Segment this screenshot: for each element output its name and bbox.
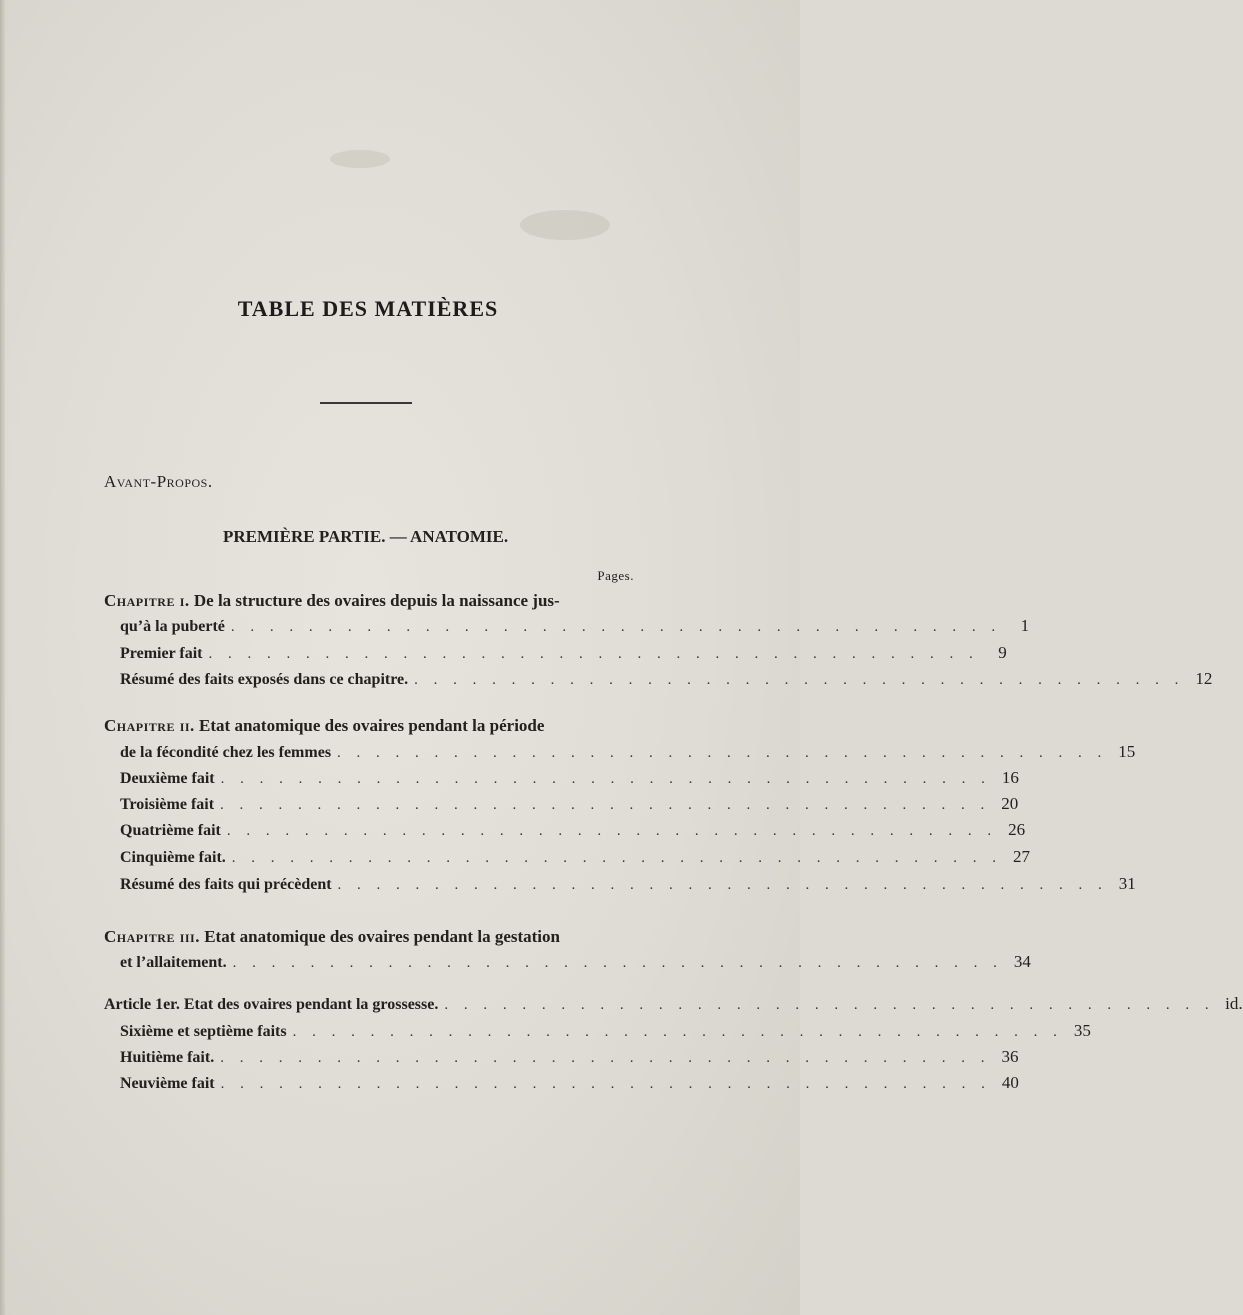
toc-entry	[120, 643, 1007, 667]
page-number: 31	[1118, 874, 1136, 893]
leader-dots: . . . . . . . . . . . . . . . . . . . . . . . . . . . . . . . . . . . . . . . .	[220, 771, 991, 787]
leader-dots: . . . . . . . . . . . . . . . . . . . . . . . . . . . . . . . . . . . . . . . .	[220, 797, 991, 813]
page-number: 20	[1001, 794, 1019, 813]
leader-dots: . . . . . . . . . . . . . . . . . . . . . . . . . . . . . . . . . . . . . . . .	[337, 877, 1108, 893]
page-number: 27	[1013, 847, 1031, 866]
part-heading: PREMIÈRE PARTIE. — ANATOMIE.	[223, 527, 509, 546]
leader-dots: . . . . . . . . . . . . . . . . . . . . . . . . . . . . . . . . . . . . . . . .	[292, 1024, 1063, 1040]
leader-dots: . . . . . . . . . . . . . . . . . . . . . . . . . . . . . . . . . . . . . . . .	[414, 672, 1185, 688]
page-number: 9	[998, 643, 1007, 662]
leader-dots: . . . . . . . . . . . . . . . . . . . . . . . . . . . . . . . . . . . . . . . .	[232, 955, 1003, 971]
leader-dots: . . . . . . . . . . . . . . . . . . . . . . . . . . . . . . . . . . . . . . . .	[337, 745, 1108, 761]
page-binding-edge	[0, 0, 6, 1315]
chapter-number: Chapitre iii.	[104, 927, 200, 946]
toc-entry	[120, 1073, 1019, 1097]
leader-dots: . . . . . . . . . . . . . . . . . . . . . . . . . . . . . . . . . . . . . . . .	[231, 850, 1003, 866]
avant-propos-entry: Avant-Propos.	[104, 472, 213, 491]
toc-entry	[120, 742, 1136, 766]
toc-entry	[120, 768, 1019, 792]
chapter-heading	[104, 714, 544, 738]
toc-entry	[120, 820, 1026, 844]
entry-label: Quatrième fait	[120, 822, 221, 839]
bleed-through-smudge	[520, 210, 610, 240]
page-number: id.	[1225, 994, 1243, 1013]
toc-entry	[120, 847, 1031, 871]
entry-label: Résumé des faits exposés dans ce chapitre.	[120, 671, 409, 688]
chapter-title-cont: et l’allaitement.	[120, 954, 227, 971]
toc-article-entry	[104, 994, 1243, 1018]
chapter-title: Etat anatomique des ovaires pendant la période	[194, 716, 545, 735]
toc-entry	[120, 1047, 1019, 1071]
entry-label: Sixième et septième faits	[120, 1023, 287, 1040]
entry-label: Premier fait	[120, 645, 203, 662]
entry-label: Résumé des faits qui précèdent	[120, 876, 332, 893]
page-number: 34	[1013, 952, 1031, 971]
toc-entry	[120, 616, 1030, 640]
page-title: TABLE DES MATIÈRES	[237, 296, 499, 321]
entry-label: Cinquième fait.	[120, 849, 226, 866]
page-number: 16	[1001, 768, 1019, 787]
page-number: 26	[1008, 820, 1026, 839]
toc-entry	[120, 669, 1213, 693]
chapter-number: Chapitre i.	[104, 591, 190, 610]
chapter-heading	[104, 925, 560, 949]
page-number: 36	[1001, 1047, 1019, 1066]
chapter-title: Etat anatomique des ovaires pendant la gestation	[199, 927, 560, 946]
article-label: Article 1er. Etat des ovaires pendant la grossesse.	[104, 996, 439, 1013]
toc-entry	[120, 794, 1019, 818]
entry-label: Troisième fait	[120, 796, 215, 813]
leader-dots: . . . . . . . . . . . . . . . . . . . . . . . . . . . . . . . . . . . . . . . .	[230, 619, 1002, 635]
leader-dots: . . . . . . . . . . . . . . . . . . . . . . . . . . . . . . . . . . . . . . . .	[208, 646, 979, 662]
chapter-title-cont: de la fécondité chez les femmes	[120, 744, 332, 761]
chapter-number: Chapitre ii.	[104, 716, 195, 735]
bleed-through-smudge	[330, 150, 390, 168]
chapter-title: De la structure des ovaires depuis la naissance jus-	[189, 591, 560, 610]
page-number: 40	[1001, 1073, 1019, 1092]
toc-entry	[120, 874, 1136, 898]
page-number: 35	[1073, 1021, 1091, 1040]
title-rule	[320, 402, 412, 404]
pages-column-label: Pages.	[597, 568, 634, 583]
toc-entry	[120, 1021, 1091, 1045]
leader-dots: . . . . . . . . . . . . . . . . . . . . . . . . . . . . . . . . . . . . . . . .	[220, 1050, 991, 1066]
chapter-heading	[104, 589, 560, 613]
page-number: 12	[1195, 669, 1213, 688]
entry-label: Deuxième fait	[120, 770, 215, 787]
page-number: 15	[1118, 742, 1136, 761]
leader-dots: . . . . . . . . . . . . . . . . . . . . . . . . . . . . . . . . . . . . . . . .	[220, 1076, 991, 1092]
leader-dots: . . . . . . . . . . . . . . . . . . . . . . . . . . . . . . . . . . . . . . . .	[444, 997, 1215, 1013]
entry-label: Neuvième fait	[120, 1075, 215, 1092]
entry-label: Huitième fait.	[120, 1049, 215, 1066]
toc-entry	[120, 952, 1031, 976]
chapter-title-cont: qu’à la puberté	[120, 618, 225, 635]
page-number: 1	[1020, 616, 1030, 635]
leader-dots: . . . . . . . . . . . . . . . . . . . . . . . . . . . . . . . . . . . . . . . .	[226, 823, 998, 839]
